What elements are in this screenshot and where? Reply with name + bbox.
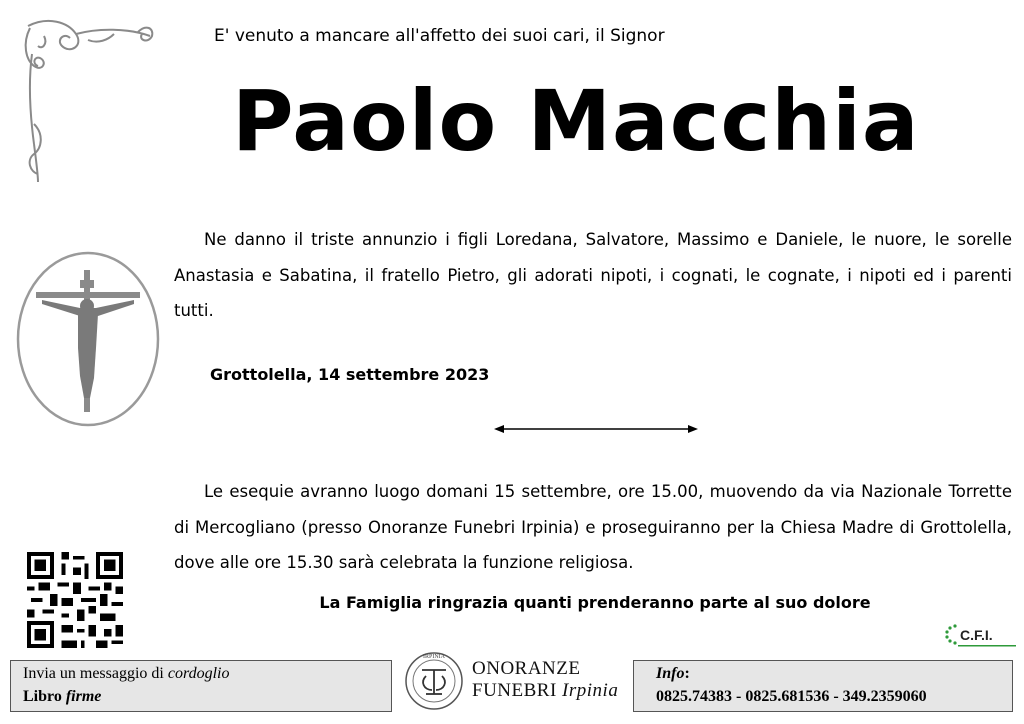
condolence-box[interactable] bbox=[10, 660, 392, 712]
deceased-name: Paolo Macchia bbox=[232, 72, 920, 170]
announcement-paragraph: Ne danno il triste annunzio i figli Loredana, Salvatore, Massimo e Daniele, le nuore, le sorelle Anastasia e Sabatina, il fratello Pietro, gli adorati nipoti, i cognati, le cognate, i nipoti ed i parenti tutti. bbox=[174, 230, 1012, 320]
guestbook-link[interactable]: Libro firme bbox=[23, 688, 102, 705]
qr-code-icon[interactable] bbox=[27, 552, 123, 648]
phone-numbers[interactable]: 0825.74383 - 0825.681536 - 349.2359060 bbox=[656, 688, 927, 705]
info-label: Info: bbox=[656, 665, 690, 682]
double-arrow-icon bbox=[494, 421, 698, 437]
place-date: Grottolella, 14 settembre 2023 bbox=[210, 365, 490, 384]
info-box bbox=[633, 660, 1013, 712]
funeral-paragraph: Le esequie avranno luogo domani 15 settembre, ore 15.00, muovendo da via Nazionale Torrette di Mercogliano (presso Onoranze Funebri Irpinia) e proseguiranno per la Chiesa Madre di Grottolella, dove alle ore 15.30 sarà celebrata la funzione religiosa. bbox=[174, 482, 1012, 572]
thanks-line: La Famiglia ringrazia quanti prenderanno parte al suo dolore bbox=[319, 593, 871, 612]
intro-text: E' venuto a mancare all'affetto dei suoi cari, il Signor bbox=[214, 26, 665, 46]
brand-line-1: ONORANZE bbox=[472, 658, 581, 679]
svg-text:IRPINIA: IRPINIA bbox=[423, 654, 445, 660]
funeral-home-seal-icon bbox=[404, 648, 464, 712]
condolence-link[interactable]: Invia un messaggio di cordoglio bbox=[23, 665, 230, 682]
svg-text:C.F.I.: C.F.I. bbox=[960, 627, 993, 643]
cfi-logo bbox=[942, 618, 1018, 652]
crucifix-icon bbox=[14, 248, 162, 430]
brand-line-2: FUNEBRI Irpinia bbox=[472, 680, 619, 701]
flourish-ornament-icon bbox=[18, 14, 158, 186]
